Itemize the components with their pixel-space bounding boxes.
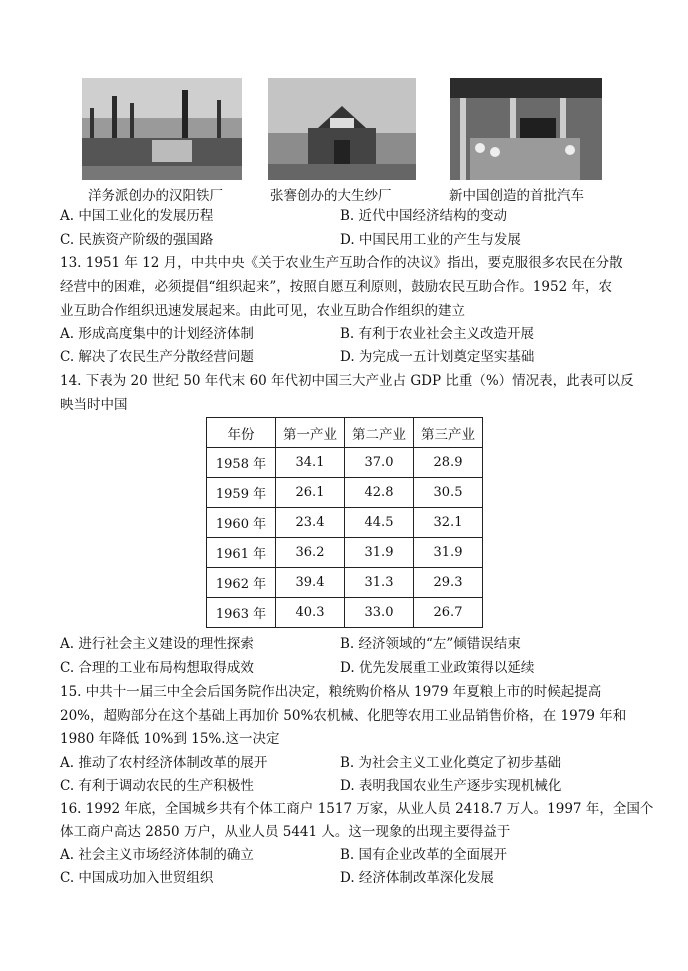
table-cell: 30.5 xyxy=(414,478,483,508)
table-cell: 1961 年 xyxy=(207,538,276,568)
q15-option-b: B. 为社会主义工业化奠定了初步基础 xyxy=(340,755,562,771)
table-cell: 32.1 xyxy=(414,508,483,538)
table-cell: 33.0 xyxy=(345,598,414,628)
image-caption-1: 洋务派创办的汉阳铁厂 xyxy=(88,188,223,204)
q14-option-a: A. 进行社会主义建设的理性探索 xyxy=(60,636,254,652)
table-cell: 1960 年 xyxy=(207,508,276,538)
table-cell: 36.2 xyxy=(276,538,345,568)
table-header-cell: 年份 xyxy=(207,418,276,448)
table-cell: 1962 年 xyxy=(207,568,276,598)
q15-stem-line-1: 15. 中共十一届三中全会后国务院作出决定，粮统购价格从 1979 年夏粮上市的时候起提高 xyxy=(60,684,602,700)
table-cell: 29.3 xyxy=(414,568,483,598)
table-cell: 28.9 xyxy=(414,448,483,478)
table-cell: 23.4 xyxy=(276,508,345,538)
q16-option-d: D. 经济体制改革深化发展 xyxy=(340,870,494,886)
q14-option-d: D. 优先发展重工业政策得以延续 xyxy=(340,660,535,676)
q13-stem-line-2: 经营中的困难，必须提倡“组织起来”，按照自愿互利原则，鼓励农民互助合作。1952 年，农 xyxy=(60,279,612,295)
q12-option-a: A. 中国工业化的发展历程 xyxy=(60,208,214,224)
q15-option-d: D. 表明我国农业生产逐步实现机械化 xyxy=(340,778,562,794)
q13-stem-line-3: 业互助合作组织迅速发展起来。由此可见，农业互助合作组织的建立 xyxy=(60,303,465,319)
q14-option-c: C. 合理的工业布局构想取得成效 xyxy=(60,660,254,676)
q15-stem-line-3: 1980 年降低 10%到 15%.这一决定 xyxy=(60,731,280,747)
table-cell: 42.8 xyxy=(345,478,414,508)
q14-option-b: B. 经济领域的“左”倾错误结束 xyxy=(340,636,521,652)
table-row xyxy=(207,478,483,508)
table-cell: 1963 年 xyxy=(207,598,276,628)
table-row xyxy=(207,598,483,628)
q16-stem-line-2: 体工商户高达 2850 万户，从业人员 5441 人。这一现象的出现主要得益于 xyxy=(60,824,511,840)
q14-stem-line-2: 映当时中国 xyxy=(60,397,128,413)
table-cell: 37.0 xyxy=(345,448,414,478)
table-cell: 1959 年 xyxy=(207,478,276,508)
table-cell: 34.1 xyxy=(276,448,345,478)
table-header-row xyxy=(207,418,483,448)
gdp-share-table xyxy=(206,417,483,628)
q12-option-b: B. 近代中国经济结构的变动 xyxy=(340,208,508,224)
hanyang-ironworks-photo xyxy=(82,78,242,180)
table-cell: 40.3 xyxy=(276,598,345,628)
table-header-cell: 第二产业 xyxy=(345,418,414,448)
table-cell: 31.9 xyxy=(345,538,414,568)
q13-option-a: A. 形成高度集中的计划经济体制 xyxy=(60,326,254,342)
q15-stem-line-2: 20%，超购部分在这个基础上再加价 50%农机械、化肥等农用工业品销售价格，在 1979 年和 xyxy=(60,708,627,724)
q16-stem-line-1: 16. 1992 年底，全国城乡共有个体工商户 1517 万家，从业人员 2418.7 万人。1997 年，全国个 xyxy=(60,801,654,817)
image-caption-3: 新中国创造的首批汽车 xyxy=(449,188,584,204)
image-caption-2: 张謇创办的大生纱厂 xyxy=(270,188,392,204)
table-cell: 31.3 xyxy=(345,568,414,598)
table-row xyxy=(207,448,483,478)
q12-option-d: D. 中国民用工业的产生与发展 xyxy=(340,232,521,248)
q13-option-d: D. 为完成一五计划奠定坚实基础 xyxy=(340,349,535,365)
q15-option-c: C. 有利于调动农民的生产积极性 xyxy=(60,778,254,794)
table-cell: 1958 年 xyxy=(207,448,276,478)
q14-stem-line-1: 14. 下表为 20 世纪 50 年代末 60 年代初中国三大产业占 GDP 比重（%）情况表，此表可以反 xyxy=(60,373,634,389)
dasheng-mill-photo xyxy=(268,78,416,180)
table-row xyxy=(207,508,483,538)
q12-option-c: C. 民族资产阶级的强国路 xyxy=(60,232,214,248)
q16-option-a: A. 社会主义市场经济体制的确立 xyxy=(60,847,254,863)
table-cell: 26.1 xyxy=(276,478,345,508)
q13-stem-line-1: 13. 1951 年 12 月，中共中央《关于农业生产互助合作的决议》指出，要克服很多农民在分散 xyxy=(60,255,623,271)
q13-option-b: B. 有利于农业社会主义改造开展 xyxy=(340,326,535,342)
table-header-cell: 第三产业 xyxy=(414,418,483,448)
first-cars-photo xyxy=(450,78,602,180)
table-cell: 31.9 xyxy=(414,538,483,568)
table-cell: 44.5 xyxy=(345,508,414,538)
q15-option-a: A. 推动了农村经济体制改革的展开 xyxy=(60,755,268,771)
table-cell: 39.4 xyxy=(276,568,345,598)
table-row xyxy=(207,538,483,568)
q16-option-b: B. 国有企业改革的全面展开 xyxy=(340,847,508,863)
q16-option-c: C. 中国成功加入世贸组织 xyxy=(60,870,214,886)
table-cell: 26.7 xyxy=(414,598,483,628)
table-header-cell: 第一产业 xyxy=(276,418,345,448)
q13-option-c: C. 解决了农民生产分散经营问题 xyxy=(60,349,254,365)
table-row xyxy=(207,568,483,598)
